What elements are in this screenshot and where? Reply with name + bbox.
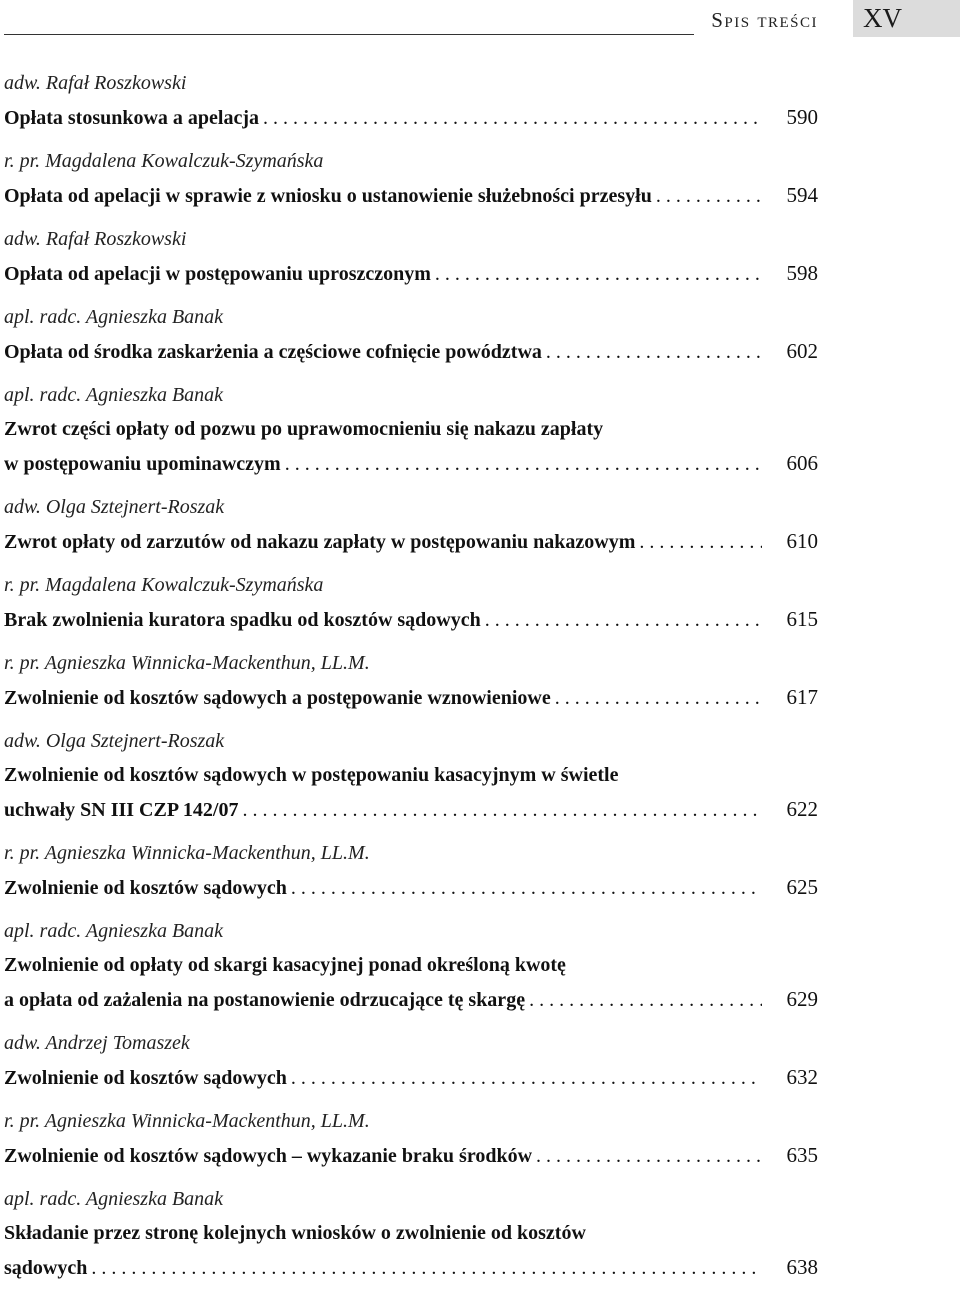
entry-author: adw. Olga Sztejnert-Roszak [4,730,225,752]
entry-title: Opłata stosunkowa a apelacja [4,107,260,129]
entry-title-row [4,446,818,480]
entry-title-line: Zwolnienie od kosztów sądowych w postępowaniu kasacyjnym w świetle [4,764,619,786]
entry-title: Zwrot opłaty od zarzutów od nakazu zapłaty w postępowaniu nakazowym [4,531,636,553]
page-number: XV [863,3,902,33]
entry-page-number: 594 [786,183,818,207]
dot-leader [291,1061,762,1095]
entry-author: r. pr. Agnieszka Winnicka-Mackenthun, LL.M. [4,842,370,864]
entry-title-row [4,256,818,290]
entry-title: sądowych [4,1257,88,1279]
entry-title-row [4,1250,818,1284]
entry-author: adw. Olga Sztejnert-Roszak [4,496,225,518]
toc-entry[interactable] [4,1104,818,1172]
dot-leader [291,871,762,905]
entry-page-number: 598 [786,261,818,285]
entry-title-row [4,982,818,1016]
entry-page-number: 622 [786,797,818,821]
toc-entry[interactable] [4,1026,818,1094]
entry-title: w postępowaniu upominawczym [4,453,281,475]
entry-page-number: 638 [786,1255,818,1279]
toc-entry[interactable] [4,646,818,714]
entry-title-line: Składanie przez stronę kolejnych wniosków o zwolnienie od kosztów [4,1222,586,1244]
entry-title-row [4,602,818,636]
entry-author: adw. Rafał Roszkowski [4,228,187,250]
entry-title-row [4,792,818,826]
dot-leader [435,257,762,291]
entry-page-number: 632 [786,1065,818,1089]
entry-title: Opłata od środka zaskarżenia a częściowe cofnięcie powództwa [4,341,542,363]
entry-title: uchwały SN III CZP 142/07 [4,799,239,821]
entry-title-row [4,334,818,368]
entry-title-row [4,680,818,714]
entry-title: Opłata od apelacji w postępowaniu uproszczonym [4,263,431,285]
toc-entry[interactable] [4,222,818,290]
entry-title: Opłata od apelacji w sprawie z wniosku o ustanowienie służebności przesyłu [4,185,652,207]
toc-entry[interactable] [4,490,818,558]
toc-entry[interactable] [4,300,818,368]
entry-title: Zwolnienie od kosztów sądowych [4,877,287,899]
table-of-contents [4,66,818,1294]
dot-leader [243,793,763,827]
dot-leader [485,603,762,637]
entry-page-number: 625 [786,875,818,899]
entry-author: apl. radc. Agnieszka Banak [4,306,224,328]
entry-title: Brak zwolnienia kuratora spadku od kosztów sądowych [4,609,481,631]
toc-entry[interactable] [4,144,818,212]
entry-title-row [4,100,818,134]
entry-title-line: Zwolnienie od opłaty od skargi kasacyjnej ponad określoną kwotę [4,954,566,976]
dot-leader [285,447,762,481]
entry-title-line: Zwrot części opłaty od pozwu po uprawomocnieniu się nakazu zapłaty [4,418,604,440]
entry-title: Zwolnienie od kosztów sądowych – wykazanie braku środków [4,1145,533,1167]
running-header-title: Spis treści [711,8,818,32]
dot-leader [639,525,762,559]
entry-author: adw. Rafał Roszkowski [4,72,187,94]
toc-entry[interactable] [4,724,818,826]
entry-page-number: 602 [786,339,818,363]
entry-title-row [4,524,818,558]
entry-author: apl. radc. Agnieszka Banak [4,1188,224,1210]
toc-entry[interactable] [4,378,818,480]
dot-leader [263,101,762,135]
entry-author: r. pr. Agnieszka Winnicka-Mackenthun, LL.M. [4,652,370,674]
dot-leader [536,1139,762,1173]
entry-page-number: 635 [786,1143,818,1167]
entry-title-row [4,1138,818,1172]
entry-title-row [4,870,818,904]
entry-page-number: 610 [786,529,818,553]
entry-author: apl. radc. Agnieszka Banak [4,920,224,942]
entry-page-number: 617 [786,685,818,709]
dot-leader [91,1251,762,1285]
toc-entry[interactable] [4,914,818,1016]
entry-title-row [4,178,818,212]
toc-entry[interactable] [4,568,818,636]
entry-author: apl. radc. Agnieszka Banak [4,384,224,406]
entry-author: r. pr. Agnieszka Winnicka-Mackenthun, LL.M. [4,1110,370,1132]
header-rule [4,34,694,35]
entry-title: Zwolnienie od kosztów sądowych [4,1067,287,1089]
entry-title: Zwolnienie od kosztów sądowych a postępowanie wznowieniowe [4,687,551,709]
toc-entry[interactable] [4,836,818,904]
dot-leader [529,983,762,1017]
toc-entry[interactable] [4,1182,818,1284]
entry-page-number: 615 [786,607,818,631]
page-number-box [853,0,960,37]
entry-author: r. pr. Magdalena Kowalczuk-Szymańska [4,150,324,172]
entry-author: adw. Andrzej Tomaszek [4,1032,190,1054]
entry-page-number: 606 [786,451,818,475]
toc-entry[interactable] [4,66,818,134]
entry-title-row [4,1060,818,1094]
dot-leader [546,335,762,369]
entry-author: r. pr. Magdalena Kowalczuk-Szymańska [4,574,324,596]
entry-page-number: 590 [786,105,818,129]
entry-page-number: 629 [786,987,818,1011]
dot-leader [656,179,762,213]
dot-leader [555,681,762,715]
entry-title: a opłata od zażalenia na postanowienie odrzucające tę skargę [4,989,526,1011]
